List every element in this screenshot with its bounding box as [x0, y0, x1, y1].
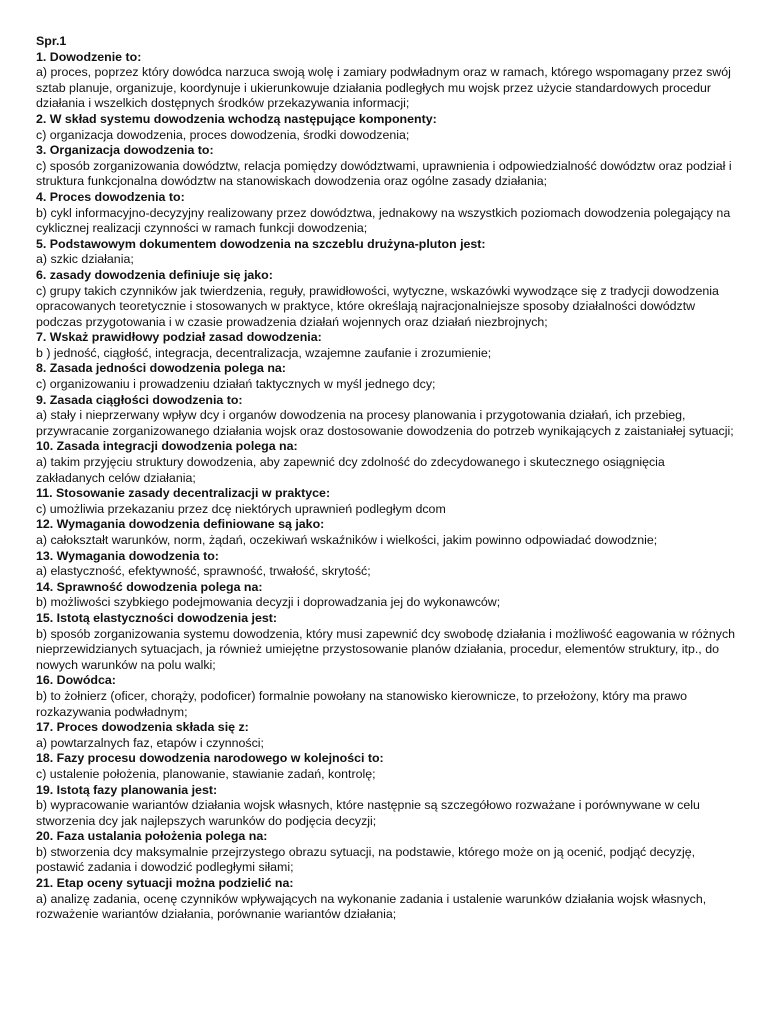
question-3: 3. Organizacja dowodzenia to: [36, 143, 214, 158]
question-18: 18. Fazy procesu dowodzenia narodowego w kolejności to: [36, 751, 384, 766]
answer-10: a) takim przyjęciu struktury dowodzenia, aby zapewnić dcy zdolność do zdecydowanego i skutecznego osiągnięcia zakładanych celów działania; [36, 455, 665, 485]
answer-18: c) ustalenie położenia, planowanie, stawianie zadań, kontrolę; [36, 766, 376, 781]
answer-6: c) grupy takich czynników jak twierdzenia, reguły, prawidłowości, wytyczne, wskazówki wywodzące się z tradycji dowodzenia opracowanych teoretycznie i stosowanych w praktyce, które określają najracjonalniejsze sposoby działalności dowództw podczas przygotowania i w czasie prowadzenia działań wojennych oraz działań niezbrojnych; [36, 283, 719, 329]
question-13: 13. Wymagania dowodzenia to: [36, 548, 219, 563]
answer-17: a) powtarzalnych faz, etapów i czynności; [36, 735, 264, 750]
answer-14: b) możliwości szybkiego podejmowania decyzji i doprowadzania jej do wykonawców; [36, 595, 501, 610]
question-14: 14. Sprawność dowodzenia polega na: [36, 579, 263, 594]
question-17: 17. Proces dowodzenia składa się z: [36, 720, 249, 735]
question-2: 2. W skład systemu dowodzenia wchodzą następujące komponenty: [36, 111, 437, 126]
question-10: 10. Zasada integracji dowodzenia polega na: [36, 439, 298, 454]
answer-3: c) sposób zorganizowania dowództw, relacja pomiędzy dowództwami, uprawnienia i odpowiedzialność dowództw oraz podział i struktura funkcjonalna dowództw na stanowiskach dowodzenia oraz ogólne zasady działania; [36, 158, 732, 189]
document-title: Spr.1 [36, 34, 67, 48]
answer-13: a) elastyczność, efektywność, sprawność, trwałość, skrytość; [36, 564, 371, 579]
answer-8: c) organizowaniu i prowadzeniu działań taktycznych w myśl jednego dcy; [36, 377, 436, 392]
answer-5: a) szkic działania; [36, 252, 134, 267]
question-16: 16. Dowódca: [36, 673, 116, 688]
question-6: 6. zasady dowodzenia definiuje się jako: [36, 267, 273, 282]
question-20: 20. Faza ustalania położenia polega na: [36, 829, 268, 844]
answer-20: b) stworzenia dcy maksymalnie przejrzystego obrazu sytuacji, na podstawie, którego może on ją ocenić, podjąć decyzję, postawić zadania i dowodzić podległymi siłami; [36, 844, 696, 875]
question-1: 1. Dowodzenie to: [36, 49, 142, 64]
question-9: 9. Zasada ciągłości dowodzenia to: [36, 392, 243, 407]
question-21: 21. Etap oceny sytuacji można podzielić na: [36, 876, 294, 891]
question-11: 11. Stosowanie zasady decentralizacji w praktyce: [36, 486, 331, 501]
question-15: 15. Istotą elastyczności dowodzenia jest: [36, 610, 278, 625]
question-list [36, 50, 736, 923]
answer-9: a) stały i nieprzerwany wpływ dcy i organów dowodzenia na procesy planowania i przygotowania działań, ich przebieg, przywracanie zorganizowanego działania wojsk oraz dostosowanie dowodzenia do potrzeb wynikających z zaistaniałej sytuacji; [36, 408, 734, 438]
question-8: 8. Zasada jedności dowodzenia polega na: [36, 361, 286, 376]
question-19: 19. Istotą fazy planowania jest: [36, 782, 218, 797]
answer-16: b) to żołnierz (oficer, chorąży, podoficer) formalnie powołany na stanowisko kierownicze, to przełożony, który ma prawo rozkazywania podwładnym; [36, 688, 688, 719]
answer-7: b ) jedność, ciągłość, integracja, decentralizacja, wzajemne zaufanie i zrozumienie; [36, 345, 492, 360]
document-page [36, 34, 736, 923]
answer-21: a) analizę zadania, ocenę czynników wpływających na wykonanie zadania i ustalenie warunków działania wojsk własnych, rozważenie wariantów działania, porównanie wariantów działania; [36, 891, 707, 922]
answer-4: b) cykl informacyjno-decyzyjny realizowany przez dowództwa, jednakowy na wszystkich poziomach dowodzenia polegający na cyklicznej realizacji czynności w ramach funkcji dowodzenia; [36, 205, 731, 236]
answer-1: a) proces, poprzez który dowódca narzuca swoją wolę i zamiary podwładnym oraz w ramach, którego wspomagany przez swój sztab planuje, organizuje, koordynuje i ukierunkowuje działania podległych mu wojsk przez użycie standardowych procedur działania i wszelkich dostępnych środków przekazywania informacji; [36, 65, 731, 111]
question-7: 7. Wskaż prawidłowy podział zasad dowodzenia: [36, 330, 322, 345]
question-12: 12. Wymagania dowodzenia definiowane są jako: [36, 517, 325, 532]
answer-11: c) umożliwia przekazaniu przez dcę niektórych uprawnień podległym dcom [36, 501, 446, 516]
question-5: 5. Podstawowym dokumentem dowodzenia na szczeblu drużyna-pluton jest: [36, 236, 486, 251]
answer-12: a) całokształt warunków, norm, żądań, oczekiwań wskaźników i wielkości, jakim powinno odpowiadać dowodznie; [36, 533, 658, 547]
answer-19: b) wypracowanie wariantów działania wojsk własnych, które następnie są szczegółowo rozważane i porównywane w celu stworzenia dcy jak najlepszych warunków do podjęcia decyzji; [36, 798, 700, 828]
answer-15: b) sposób zorganizowania systemu dowodzenia, który musi zapewnić dcy swobodę działania i możliwość eagowania w różnych nieprzewidzianych sytuacjach, ja również umiejętne przystosowanie planów działania, procedur, elementów struktury, itp., do nowych warunków na polu walki; [36, 626, 736, 672]
answer-2: c) organizacja dowodzenia, proces dowodzenia, środki dowodzenia; [36, 127, 410, 142]
question-4: 4. Proces dowodzenia to: [36, 189, 185, 204]
